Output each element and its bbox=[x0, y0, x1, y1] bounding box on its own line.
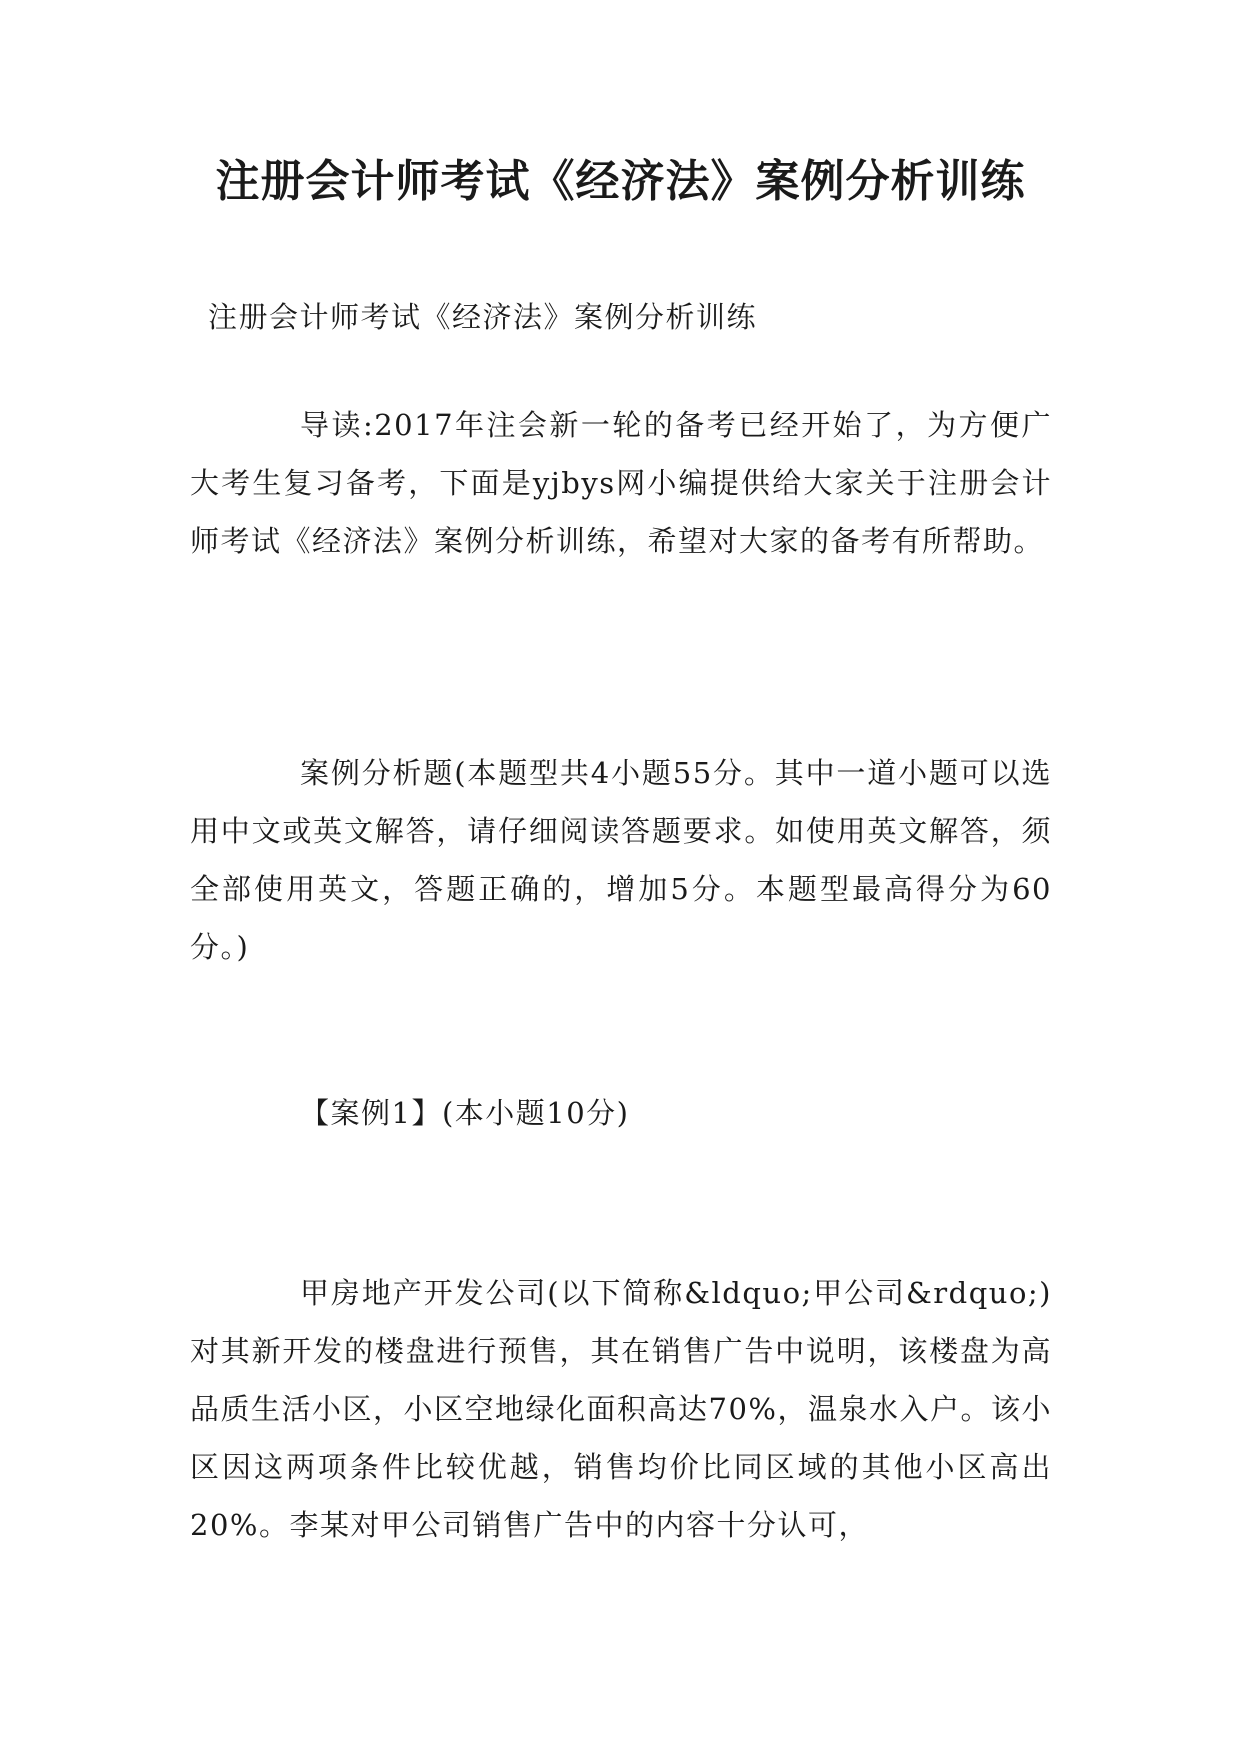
document-title: 注册会计师考试《经济法》案例分析训练 bbox=[215, 156, 1026, 207]
case-1-body-paragraph: 甲房地产开发公司(以下简称&ldquo;甲公司&rdquo;)对其新开发的楼盘进行预售，其在销售广告中说明，该楼盘为高品质生活小区，小区空地绿化面积高达70%，温泉水入户。该小区因这两项条件比较优越，销售均价比同区域的其他小区高出20%。李某对甲公司销售广告中的内容十分认可， bbox=[190, 1276, 1052, 1542]
document-subtitle: 注册会计师考试《经济法》案例分析训练 bbox=[208, 300, 758, 334]
case-instructions-paragraph: 案例分析题(本题型共4小题55分。其中一道小题可以选用中文或英文解答，请仔细阅读答题要求。如使用英文解答，须全部使用英文，答题正确的，增加5分。本题型最高得分为60分。) bbox=[190, 756, 1052, 964]
case-1-heading: 【案例1】(本小题10分) bbox=[300, 1096, 630, 1130]
intro-paragraph: 导读:2017年注会新一轮的备考已经开始了，为方便广大考生复习备考，下面是yjbys网小编提供给大家关于注册会计师考试《经济法》案例分析训练，希望对大家的备考有所帮助。 bbox=[190, 408, 1052, 558]
